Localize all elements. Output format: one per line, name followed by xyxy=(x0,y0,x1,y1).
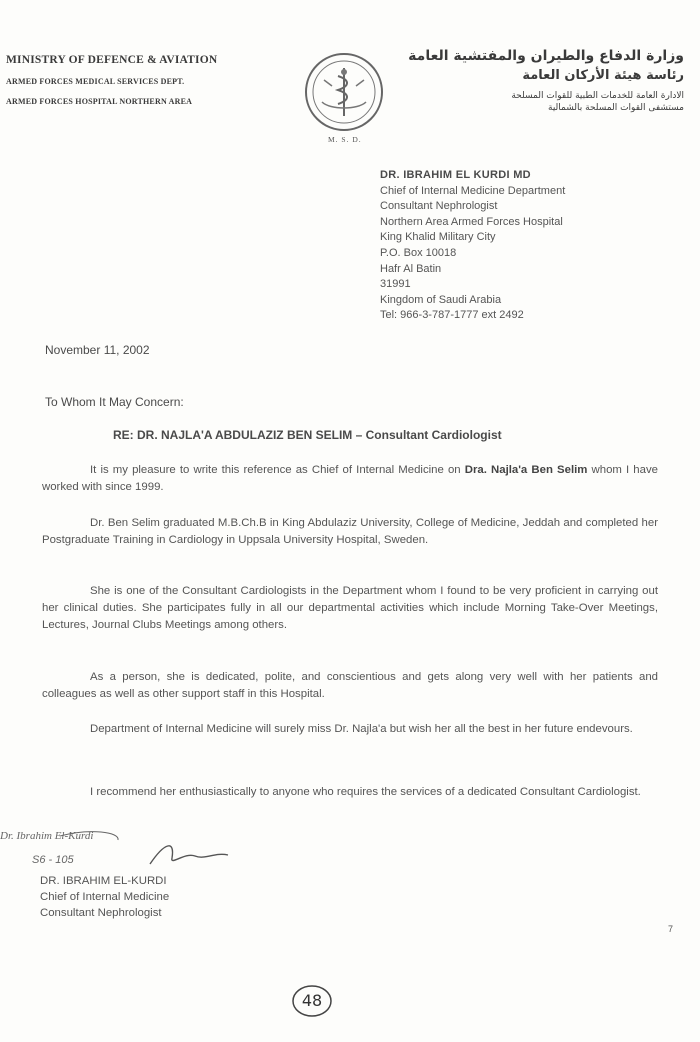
paragraph-2 xyxy=(42,515,658,549)
paragraph-1-text-c: whom I have worked with since 1999. xyxy=(42,464,658,493)
signatory-name: DR. IBRAHIM EL-KURDI xyxy=(40,875,167,887)
paragraph-5 xyxy=(42,721,658,738)
paragraph-1 xyxy=(42,462,658,496)
paragraph-3 xyxy=(42,583,658,634)
salutation: To Whom It May Concern: xyxy=(45,395,184,409)
candidate-name: Dra. Najla'a Ben Selim xyxy=(464,464,588,476)
page-number: 48 xyxy=(301,991,323,1010)
signatory-title: Chief of Internal Medicine xyxy=(40,891,170,903)
hospital-line: ARMED FORCES HOSPITAL NORTHERN AREA xyxy=(6,97,193,106)
paragraph-4 xyxy=(42,669,658,703)
arabic-hospital-line: مستشفى القوات المسلحة بالشمالية xyxy=(548,103,684,113)
sender-line: Tel: 966-3-787-1777 ext 2492 xyxy=(380,309,524,322)
sender-line: Consultant Nephrologist xyxy=(380,200,498,213)
letterhead-right-arabic xyxy=(408,48,684,113)
signature-block xyxy=(40,873,169,921)
letterhead-left xyxy=(6,54,217,106)
sender-line: Chief of Internal Medicine Department xyxy=(380,184,566,197)
paragraph-2-text: Dr. Ben Selim graduated M.B.Ch.B in King Abdulaziz University, College of Medicine, Jeddah and completed her Postgraduate Training in Cardiology in Uppsala University Hospital, Sweden. xyxy=(42,517,658,546)
signatory-specialty: Consultant Nephrologist xyxy=(40,907,162,919)
margin-mark: 7 xyxy=(668,924,674,934)
sender-line: 31991 xyxy=(380,278,411,291)
sender-line: P.O. Box 10018 xyxy=(380,246,457,259)
letter-date: November 11, 2002 xyxy=(45,343,150,357)
paragraph-5-text: Department of Internal Medicine will surely miss Dr. Najla'a but wish her all the best in her future endevours. xyxy=(90,723,633,735)
ministry-line: MINISTRY OF DEFENCE & AVIATION xyxy=(6,54,218,66)
arabic-staff-line: رئاسة هيئة الأركان العامة xyxy=(522,68,684,83)
sender-line: Kingdom of Saudi Arabia xyxy=(380,293,502,306)
page-number-circle xyxy=(290,983,334,1019)
signature-stamp-code: S6 - 105 xyxy=(32,854,74,866)
paragraph-6-text: I recommend her enthusiastically to anyone who requires the services of a dedicated Consultant Cardiologist. xyxy=(90,786,641,798)
paragraph-6 xyxy=(42,784,658,801)
sender-line: King Khalid Military City xyxy=(380,231,496,244)
subject-line: RE: DR. NAJLA'A ABDULAZIZ BEN SELIM – Consultant Cardiologist xyxy=(113,428,502,442)
arabic-ministry-line: وزارة الدفاع والطيران والمفتشية العامة xyxy=(408,48,684,64)
emblem-seal-icon xyxy=(300,50,388,136)
signature-stamp-name: Dr. Ibrahim El-Kurdi xyxy=(0,830,94,842)
arabic-medical-line: الادارة العامة للخدمات الطبية للقوات المسلحة xyxy=(511,91,684,101)
sender-line: Northern Area Armed Forces Hospital xyxy=(380,215,563,228)
paragraph-1-text-a: It is my pleasure to write this reference as Chief of Internal Medicine on xyxy=(90,464,465,476)
sender-name: DR. IBRAHIM EL KURDI MD xyxy=(380,169,531,181)
sender-line: Hafr Al Batin xyxy=(380,262,442,275)
department-line: ARMED FORCES MEDICAL SERVICES DEPT. xyxy=(6,77,185,86)
paragraph-3-text: She is one of the Consultant Cardiologists in the Department whom I found to be very proficient in carrying out her clinical duties. She participates fully in all our departmental activities which include Morning Take-Over Meetings, Lectures, Journal Clubs Meetings among others. xyxy=(42,585,658,631)
sender-address-block xyxy=(380,168,565,324)
seal-caption: M. S. D. xyxy=(328,135,362,144)
paragraph-4-text: As a person, she is dedicated, polite, and conscientious and gets along very well with her patients and colleagues as well as other support staff in this Hospital. xyxy=(42,671,658,700)
